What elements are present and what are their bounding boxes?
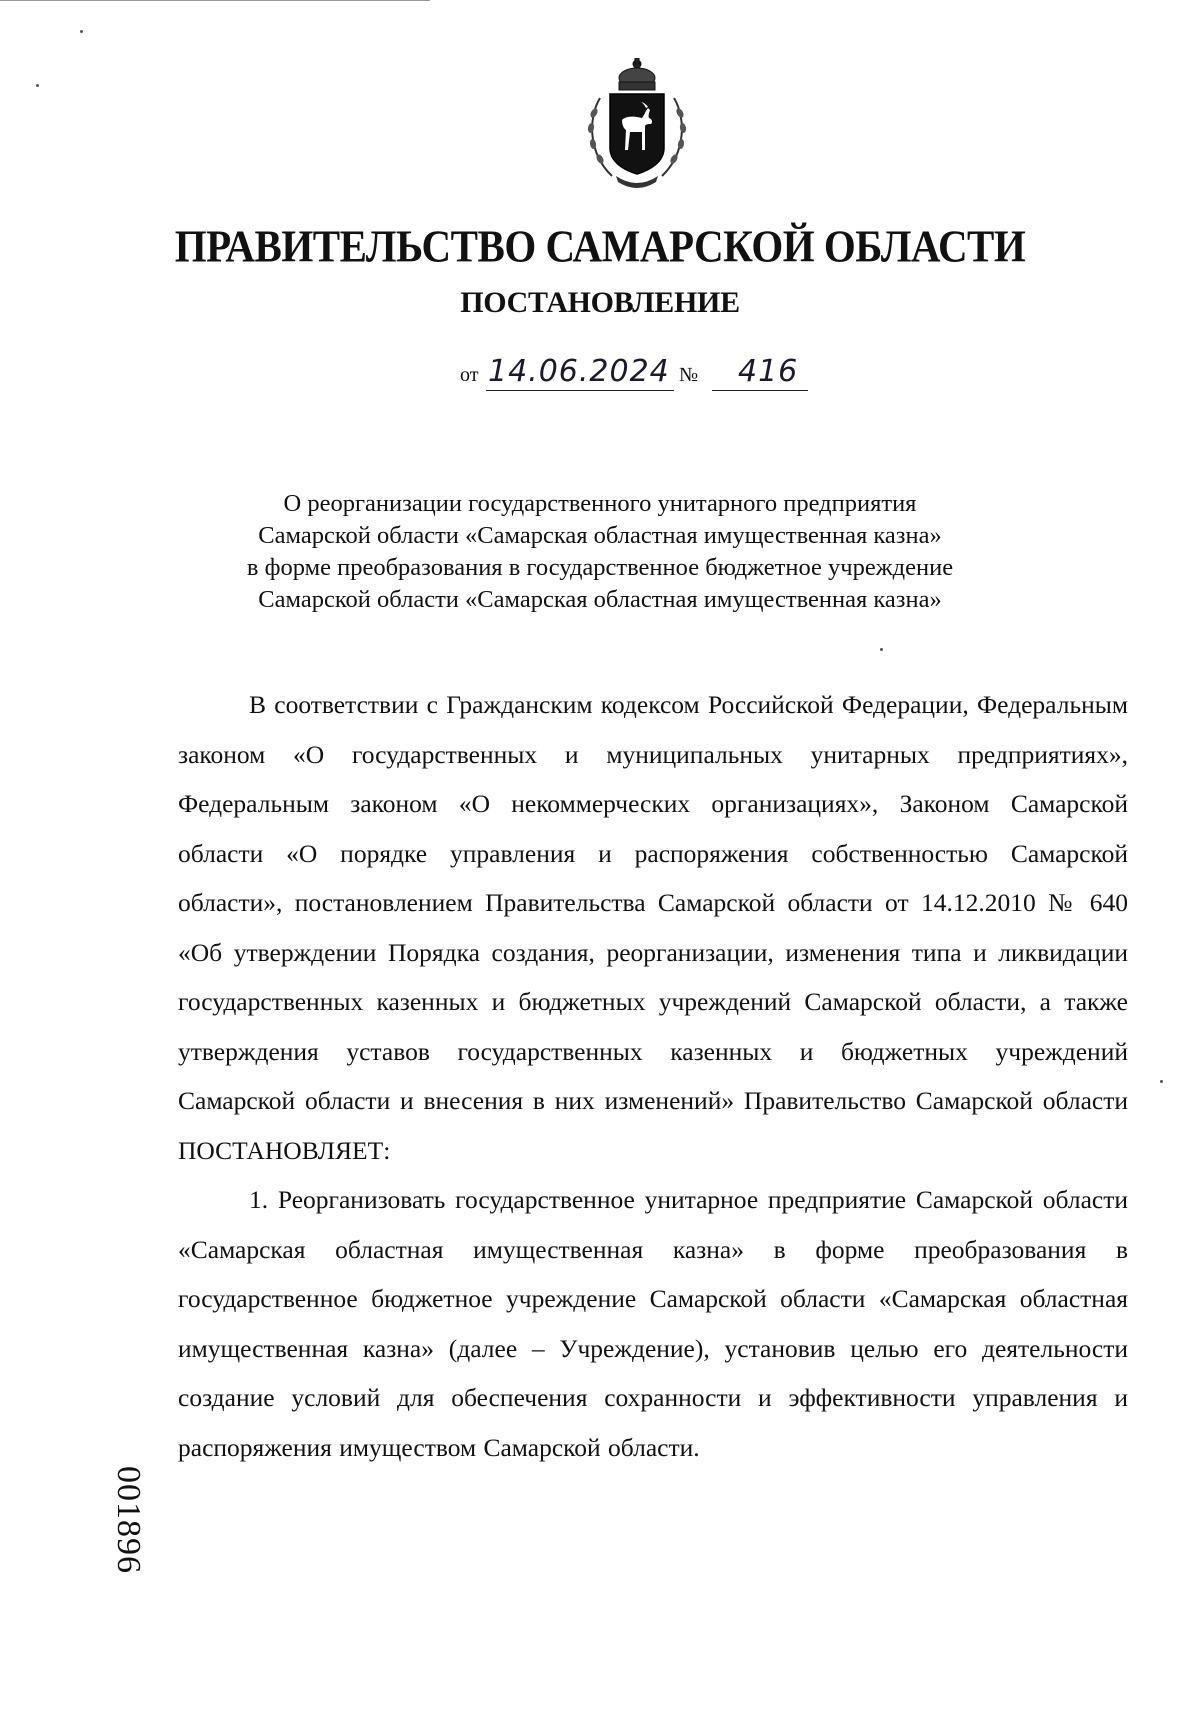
scan-speck (80, 30, 83, 33)
date-underline (486, 390, 674, 391)
scan-speck (880, 648, 883, 651)
date-prefix: от (460, 364, 479, 386)
document-type: ПОСТАНОВЛЕНИЕ (460, 286, 740, 319)
serial-number-text: 001896 (110, 1466, 147, 1574)
scan-speck (1160, 1080, 1163, 1083)
subject-line: в форме преобразования в государственное бюджетное учреждение (246, 554, 954, 581)
document-subject (0, 488, 1200, 616)
number-underline (712, 390, 808, 391)
subject-line: Самарской области «Самарская областная имущественная казна» (258, 522, 942, 549)
serial-number (98, 1435, 158, 1605)
subject-line: О реорганизации государственного унитарного предприятия (283, 490, 917, 517)
document-number: 416 (738, 354, 799, 389)
document-date: 14.06.2024 (488, 354, 670, 389)
clause-paragraph: 1. Реорганизовать государственное унитарное предприятие Самарской области «Самарская областная имущественная казна» в форме преобразования в государственное бюджетное учреждение Самарской области «Самарская областная имущественная казна» (далее – Учреждение), установив целью его деятельности создание условий для обеспечения сохранности и эффективности управления и распоряжения имуществом Самарской области. (178, 1185, 1128, 1462)
government-title: ПРАВИТЕЛЬСТВО САМАРСКОЙ ОБЛАСТИ (174, 220, 1026, 272)
scan-speck (36, 84, 39, 87)
top-rule (0, 0, 430, 1)
preamble-paragraph: В соответствии с Гражданским кодексом Российской Федерации, Федеральным законом «О государственных и муниципальных унитарных предприятиях», Федеральным законом «О некоммерческих организациях», Законом Самарской области «О порядке управления и распоряжения собственностью Самарской области», постановлением Правительства Самарской области от 14.12.2010 № 640 «Об утверждении Порядка создания, реорганизации, изменения типа и ликвидации государственных казенных и бюджетных учреждений Самарской области, а также утверждения уставов государственных казенных и бюджетных учреждений Самарской области и внесения в них изменений» Правительство Самарской области ПОСТАНОВЛЯЕТ: (178, 690, 1128, 1165)
samara-coat-of-arms-icon (582, 58, 692, 192)
subject-line: Самарской области «Самарская областная имущественная казна» (258, 586, 942, 613)
number-prefix: № (679, 364, 699, 386)
document-body (178, 680, 1128, 1472)
